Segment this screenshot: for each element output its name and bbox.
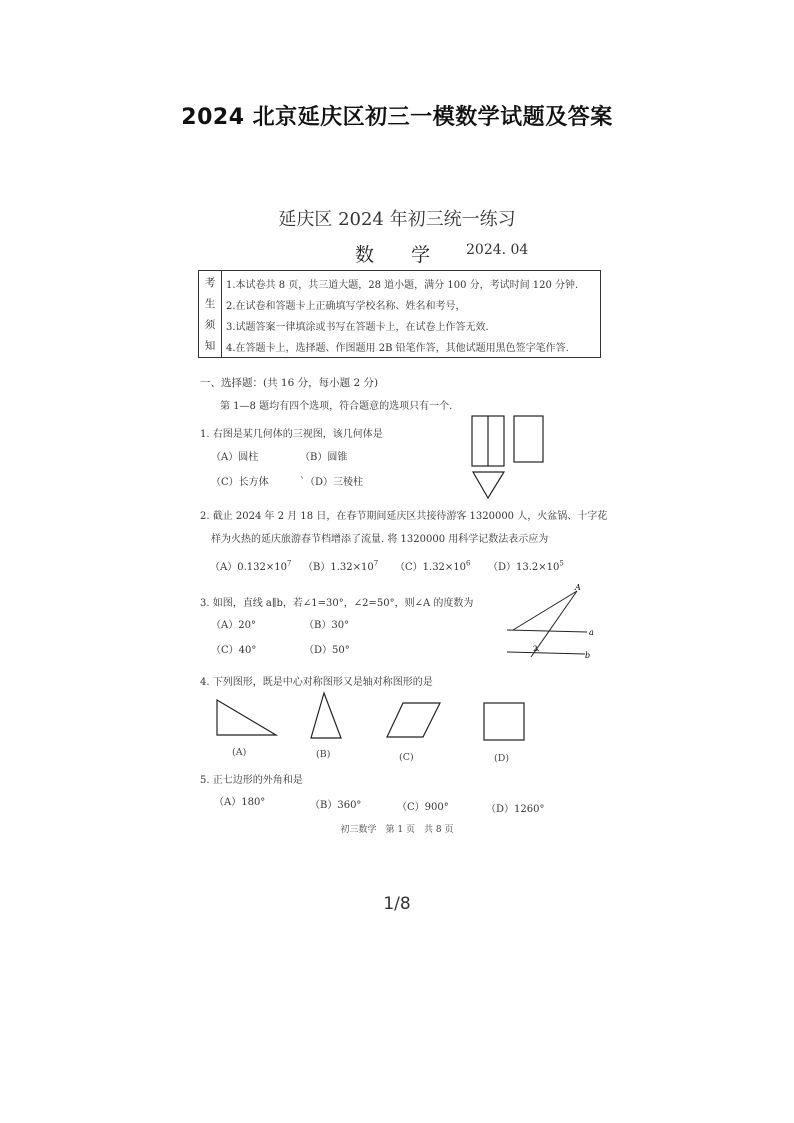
notice-rule: 2.在试卷和答题卡上正确填写学校名称、姓名和考号， <box>226 301 466 312</box>
question-2-option: $(C)1.32\times 10^6$ <box>395 559 471 573</box>
question-3-option: （D）50° <box>304 645 350 656</box>
question-3-option: （B）30° <box>304 620 350 631</box>
figure-caption: (D) <box>494 753 510 764</box>
notice-side-char: 生 <box>204 298 216 310</box>
figure-label-angle: 2 <box>533 645 538 653</box>
option-c-parallelogram <box>385 700 445 740</box>
page-indicator: 1/8 <box>383 894 411 914</box>
option-a-right-triangle <box>212 695 282 740</box>
notice-rule: 1.本试卷共 8 页，共三道大题，28 道小题，满分 100 分，考试时间 120 分钟. <box>226 280 579 291</box>
notice-rule: 4.在答题卡上，选择题、作图题用 2B 铅笔作答，其他试题用黑色签字笔作答. <box>226 343 569 354</box>
question-5-option: （D）1260° <box>486 804 545 815</box>
question-1-stem: 1. 右图是某几何体的三视图，该几何体是 <box>200 429 383 440</box>
question-3-option: （A）20° <box>211 620 256 631</box>
notice-side-char: 须 <box>204 319 216 331</box>
exam-notice-box <box>198 270 601 358</box>
option-b-isosceles-triangle <box>306 690 346 742</box>
option-d-square <box>480 700 528 742</box>
subject-title <box>355 240 467 267</box>
question-3-stem: 3. 如图，直线 a∥b，若∠1=30°，∠2=50°，则∠A 的度数为 <box>200 598 474 609</box>
notice-side-char: 考 <box>204 277 216 289</box>
question-5-option: （B）360° <box>310 800 362 811</box>
notice-side-char: 知 <box>204 340 216 352</box>
section-instruction: 第 1—8 题均有四个选项，符合题意的选项只有一个. <box>220 401 453 412</box>
question-2-option: $(B)1.32\times 10^7$ <box>303 559 379 573</box>
question-1-option: （A）圆柱 <box>211 452 259 463</box>
question-2-option: $(A)0.132\times 10^7$ <box>210 559 292 573</box>
figure-label-line: a <box>589 628 594 637</box>
figure-caption: (B) <box>316 749 331 760</box>
exam-date: 2024. 04 <box>466 242 529 258</box>
question-1-option: （B）圆锥 <box>300 452 348 463</box>
question-2-stem: 样为火热的延庆旅游春节档增添了流量. 将 1320000 用科学记数法表示应为 <box>211 534 549 545</box>
question-5-option: （C）900° <box>397 802 449 813</box>
question-3-option: （C）40° <box>211 645 257 656</box>
notice-side-label <box>199 271 222 357</box>
document-title: 2024 北京延庆区初三一模数学试题及答案 <box>181 105 613 130</box>
figure-caption: (A) <box>232 747 247 758</box>
subject-char: 学 <box>411 244 433 266</box>
subject-char: 数 <box>355 244 377 266</box>
figure-label-point: A <box>575 583 581 592</box>
question-2-option: $(D)13.2\times 10^5$ <box>488 559 564 573</box>
parallel-lines-figure <box>505 585 600 665</box>
question-2-stem: 2. 截止 2024 年 2 月 18 日，在春节期间延庆区共接待游客 1320000 人，火盆锅、十字花 <box>200 511 608 522</box>
question-1-option: （C）长方体 <box>211 477 269 488</box>
question-4-stem: 4. 下列图形，既是中心对称图形又是轴对称图形的是 <box>200 677 433 688</box>
figure-label-line: b <box>585 651 591 660</box>
exam-title: 延庆区 2024 年初三统一练习 <box>278 209 516 230</box>
three-view-figure <box>468 412 548 502</box>
notice-rule: 3.试题答案一律填涂或书写在答题卡上，在试卷上作答无效. <box>226 322 489 333</box>
page-footer: 初三数学 第 1 页 共 8 页 <box>340 825 454 835</box>
question-5-option: （A）180° <box>214 797 266 808</box>
figure-caption: (C) <box>399 752 414 763</box>
question-1-option: `（D）三棱柱 <box>300 477 364 488</box>
section-heading: 一、选择题：(共 16 分，每小题 2 分) <box>200 377 379 389</box>
question-5-stem: 5. 正七边形的外角和是 <box>200 775 303 786</box>
